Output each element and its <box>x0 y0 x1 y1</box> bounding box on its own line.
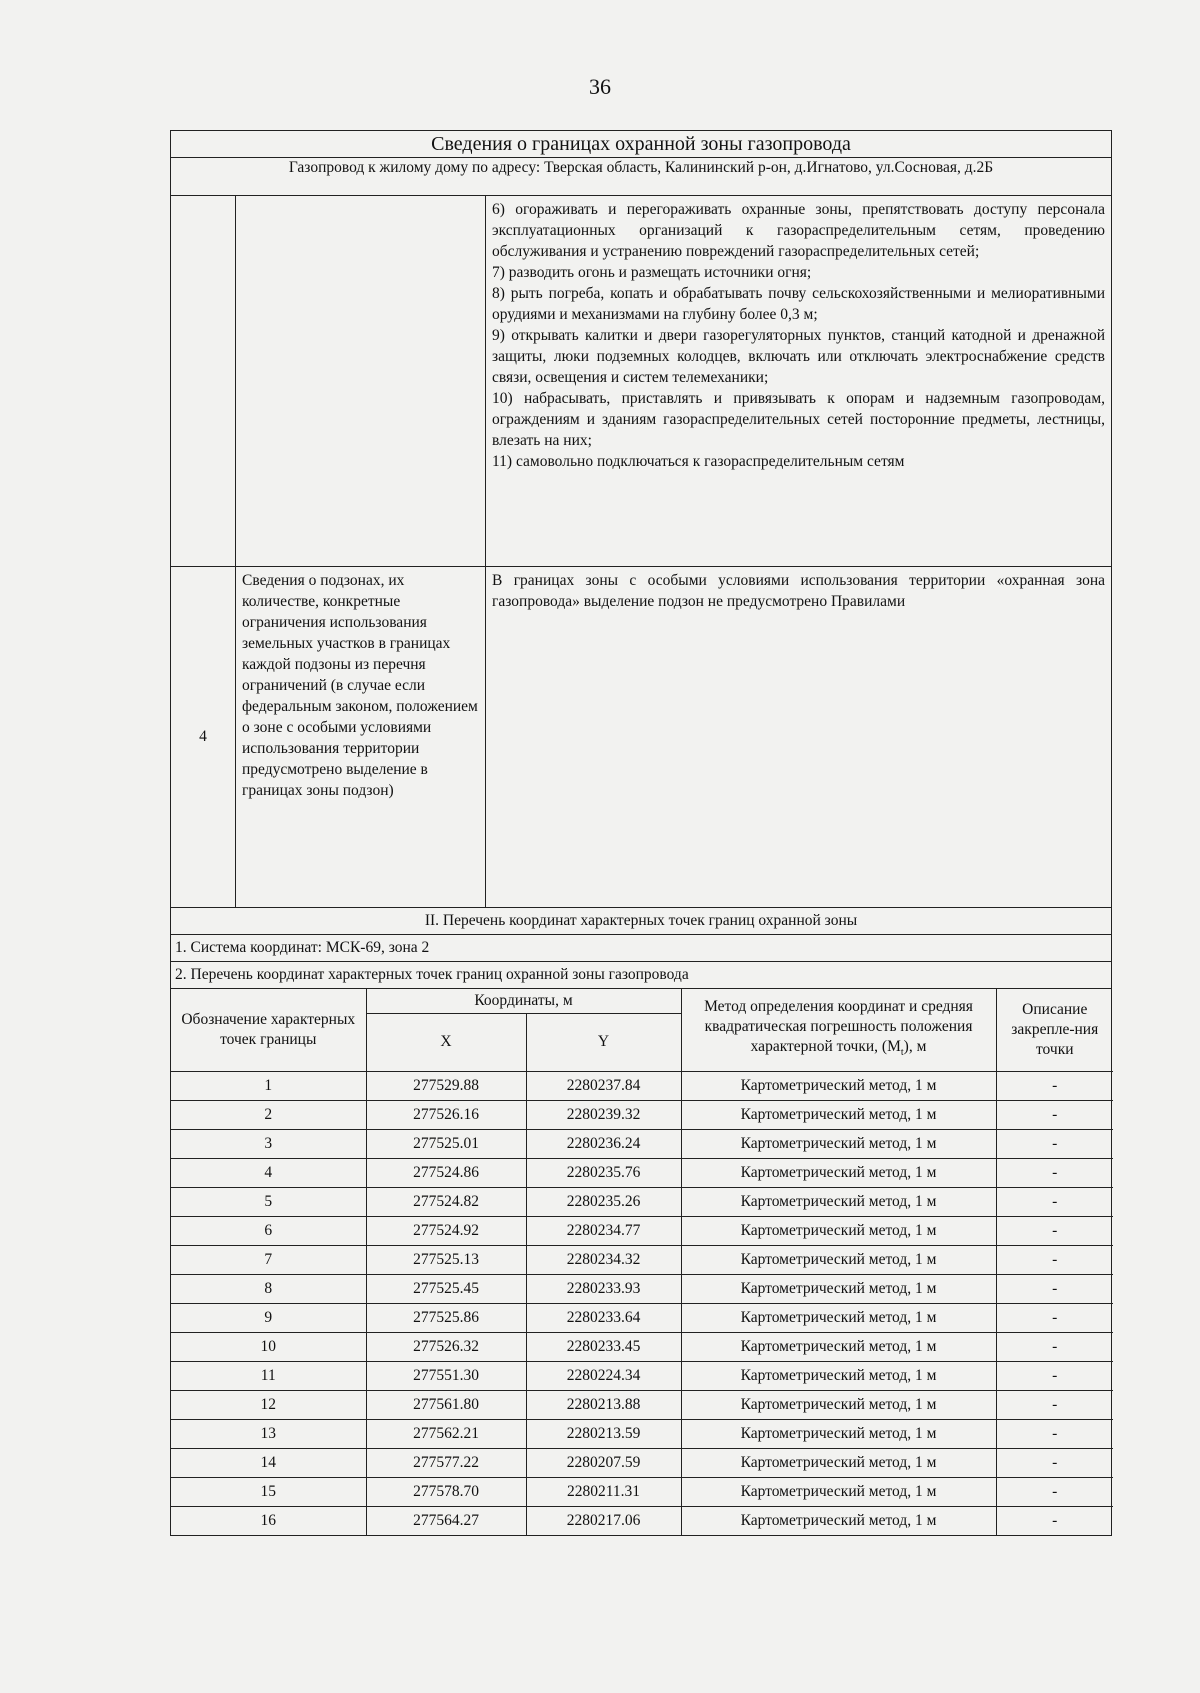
table-row <box>171 1303 1113 1332</box>
method-cell: Картометрический метод, 1 м <box>681 1506 996 1535</box>
page-number: 36 <box>589 74 611 99</box>
method-cell: Картометрический метод, 1 м <box>681 1448 996 1477</box>
restriction-item: 9) открывать калитки и двери газорегуляторных пунктов, станций катодной и дренажной защиты, люки подземных колодцев, включать или отключать электроснабжение средств связи, освещения и систем телемеханики; <box>492 327 1105 386</box>
y-cell: 2280224.34 <box>526 1361 681 1390</box>
table-row <box>171 1187 1113 1216</box>
method-cell: Картометрический метод, 1 м <box>681 1129 996 1158</box>
point-cell: 13 <box>171 1419 366 1448</box>
description-cell: - <box>996 1158 1113 1187</box>
y-cell: 2280233.45 <box>526 1332 681 1361</box>
header-y: Y <box>526 1013 681 1071</box>
table-subtitle: Газопровод к жилому дому по адресу: Тверская область, Калининский р-он, д.Игнатово, ул.Сосновая, д.2Б <box>171 158 1111 196</box>
y-cell: 2280207.59 <box>526 1448 681 1477</box>
description-cell: - <box>996 1129 1113 1158</box>
table-row <box>171 1274 1113 1303</box>
y-cell: 2280213.88 <box>526 1390 681 1419</box>
table-row <box>171 1506 1113 1535</box>
x-cell: 277562.21 <box>366 1419 526 1448</box>
table-row <box>171 1245 1113 1274</box>
row-number <box>171 196 236 566</box>
coordinates-table <box>171 989 1113 1535</box>
header-method: Метод определения координат и средняя квадратическая погрешность положения характерной точки, $(M_t)$, м <box>681 989 996 1071</box>
method-cell: Картометрический метод, 1 м <box>681 1303 996 1332</box>
method-cell: Картометрический метод, 1 м <box>681 1187 996 1216</box>
y-cell: 2280235.76 <box>526 1158 681 1187</box>
x-cell: 277526.32 <box>366 1332 526 1361</box>
point-cell: 5 <box>171 1187 366 1216</box>
subzones-row <box>171 567 1111 908</box>
description-cell: - <box>996 1390 1113 1419</box>
header-description: Описание закрепле-ния точки <box>996 989 1113 1071</box>
x-cell: 277551.30 <box>366 1361 526 1390</box>
point-cell: 1 <box>171 1071 366 1100</box>
description-cell: - <box>996 1361 1113 1390</box>
y-cell: 2280233.93 <box>526 1274 681 1303</box>
description-cell: - <box>996 1448 1113 1477</box>
point-cell: 16 <box>171 1506 366 1535</box>
method-cell: Картометрический метод, 1 м <box>681 1274 996 1303</box>
description-cell: - <box>996 1071 1113 1100</box>
header-x: X <box>366 1013 526 1071</box>
table-title: Сведения о границах охранной зоны газопровода <box>171 131 1111 158</box>
table-row <box>171 1361 1113 1390</box>
point-cell: 3 <box>171 1129 366 1158</box>
method-cell: Картометрический метод, 1 м <box>681 1390 996 1419</box>
table-row <box>171 1129 1113 1158</box>
x-cell: 277529.88 <box>366 1071 526 1100</box>
section-2-title: II. Перечень координат характерных точек границ охранной зоны <box>171 908 1111 935</box>
description-cell: - <box>996 1332 1113 1361</box>
restrictions-row <box>171 196 1111 567</box>
description-cell: - <box>996 1187 1113 1216</box>
y-cell: 2280235.26 <box>526 1187 681 1216</box>
point-cell: 4 <box>171 1158 366 1187</box>
x-cell: 277578.70 <box>366 1477 526 1506</box>
x-cell: 277524.82 <box>366 1187 526 1216</box>
point-cell: 2 <box>171 1100 366 1129</box>
description-cell: - <box>996 1303 1113 1332</box>
y-cell: 2280239.32 <box>526 1100 681 1129</box>
table-row <box>171 1390 1113 1419</box>
coord-list-title: 2. Перечень координат характерных точек границ охранной зоны газопровода <box>171 962 1111 989</box>
y-cell: 2280236.24 <box>526 1129 681 1158</box>
y-cell: 2280211.31 <box>526 1477 681 1506</box>
y-cell: 2280217.06 <box>526 1506 681 1535</box>
x-cell: 277524.92 <box>366 1216 526 1245</box>
x-cell: 277561.80 <box>366 1390 526 1419</box>
method-cell: Картометрический метод, 1 м <box>681 1361 996 1390</box>
x-cell: 277564.27 <box>366 1506 526 1535</box>
x-cell: 277524.86 <box>366 1158 526 1187</box>
restriction-item: 7) разводить огонь и размещать источники огня; <box>492 264 812 281</box>
x-cell: 277525.45 <box>366 1274 526 1303</box>
restrictions-text <box>486 196 1111 566</box>
method-cell: Картометрический метод, 1 м <box>681 1158 996 1187</box>
table-row <box>171 1100 1113 1129</box>
table-row <box>171 1477 1113 1506</box>
description-cell: - <box>996 1274 1113 1303</box>
method-cell: Картометрический метод, 1 м <box>681 1477 996 1506</box>
table-row <box>171 1419 1113 1448</box>
description-cell: - <box>996 1506 1113 1535</box>
method-cell: Картометрический метод, 1 м <box>681 1216 996 1245</box>
coord-system: 1. Система координат: МСК-69, зона 2 <box>171 935 1111 962</box>
point-cell: 7 <box>171 1245 366 1274</box>
subzones-text: В границах зоны с особыми условиями использования территории «охранная зона газопровода» выделение подзон не предусмотрено Правилами <box>492 572 1105 610</box>
y-cell: 2280233.64 <box>526 1303 681 1332</box>
point-cell: 12 <box>171 1390 366 1419</box>
x-cell: 277525.86 <box>366 1303 526 1332</box>
row-name <box>236 196 486 566</box>
description-cell: - <box>996 1100 1113 1129</box>
method-cell: Картометрический метод, 1 м <box>681 1419 996 1448</box>
x-cell: 277525.01 <box>366 1129 526 1158</box>
restriction-item: 8) рыть погреба, копать и обрабатывать почву сельскохозяйственными и мелиоративными орудиями и механизмами на глубину более 0,3 м; <box>492 285 1105 323</box>
restriction-item: 6) огораживать и перегораживать охранные зоны, препятствовать доступу персонала эксплуатационных организаций к газораспределительным сетям, проведению обслуживания и устранению повреждений газораспределительных сетей; <box>492 201 1105 260</box>
row-name: Сведения о подзонах, их количестве, конкретные ограничения использования земельных участков в границах каждой подзоны из перечня ограничений (в случае если федеральным законом, положением о зоне с особыми условиями использования территории предусмотрено выделение в границах зоны подзон) <box>236 567 486 907</box>
method-cell: Картометрический метод, 1 м <box>681 1245 996 1274</box>
y-cell: 2280237.84 <box>526 1071 681 1100</box>
x-cell: 277577.22 <box>366 1448 526 1477</box>
table-row <box>171 1332 1113 1361</box>
table-row <box>171 1158 1113 1187</box>
document-table <box>170 130 1112 1536</box>
description-cell: - <box>996 1216 1113 1245</box>
point-cell: 15 <box>171 1477 366 1506</box>
point-cell: 11 <box>171 1361 366 1390</box>
method-cell: Картометрический метод, 1 м <box>681 1332 996 1361</box>
x-cell: 277525.13 <box>366 1245 526 1274</box>
header-coords: Координаты, м <box>366 989 681 1013</box>
description-cell: - <box>996 1419 1113 1448</box>
header-point: Обозначение характерных точек границы <box>171 989 366 1071</box>
point-cell: 10 <box>171 1332 366 1361</box>
restriction-item: 11) самовольно подключаться к газораспределительным сетям <box>492 453 905 470</box>
method-cell: Картометрический метод, 1 м <box>681 1100 996 1129</box>
restriction-item: 10) набрасывать, приставлять и привязывать к опорам и надземным газопроводам, ограждениям и зданиям газораспределительных сетей посторонние предметы, лестницы, влезать на них; <box>492 390 1105 449</box>
point-cell: 9 <box>171 1303 366 1332</box>
y-cell: 2280234.77 <box>526 1216 681 1245</box>
y-cell: 2280213.59 <box>526 1419 681 1448</box>
row-number: 4 <box>171 567 236 907</box>
description-cell: - <box>996 1245 1113 1274</box>
method-cell: Картометрический метод, 1 м <box>681 1071 996 1100</box>
y-cell: 2280234.32 <box>526 1245 681 1274</box>
point-cell: 6 <box>171 1216 366 1245</box>
table-row <box>171 1216 1113 1245</box>
table-row <box>171 1071 1113 1100</box>
x-cell: 277526.16 <box>366 1100 526 1129</box>
point-cell: 8 <box>171 1274 366 1303</box>
point-cell: 14 <box>171 1448 366 1477</box>
description-cell: - <box>996 1477 1113 1506</box>
table-row <box>171 1448 1113 1477</box>
